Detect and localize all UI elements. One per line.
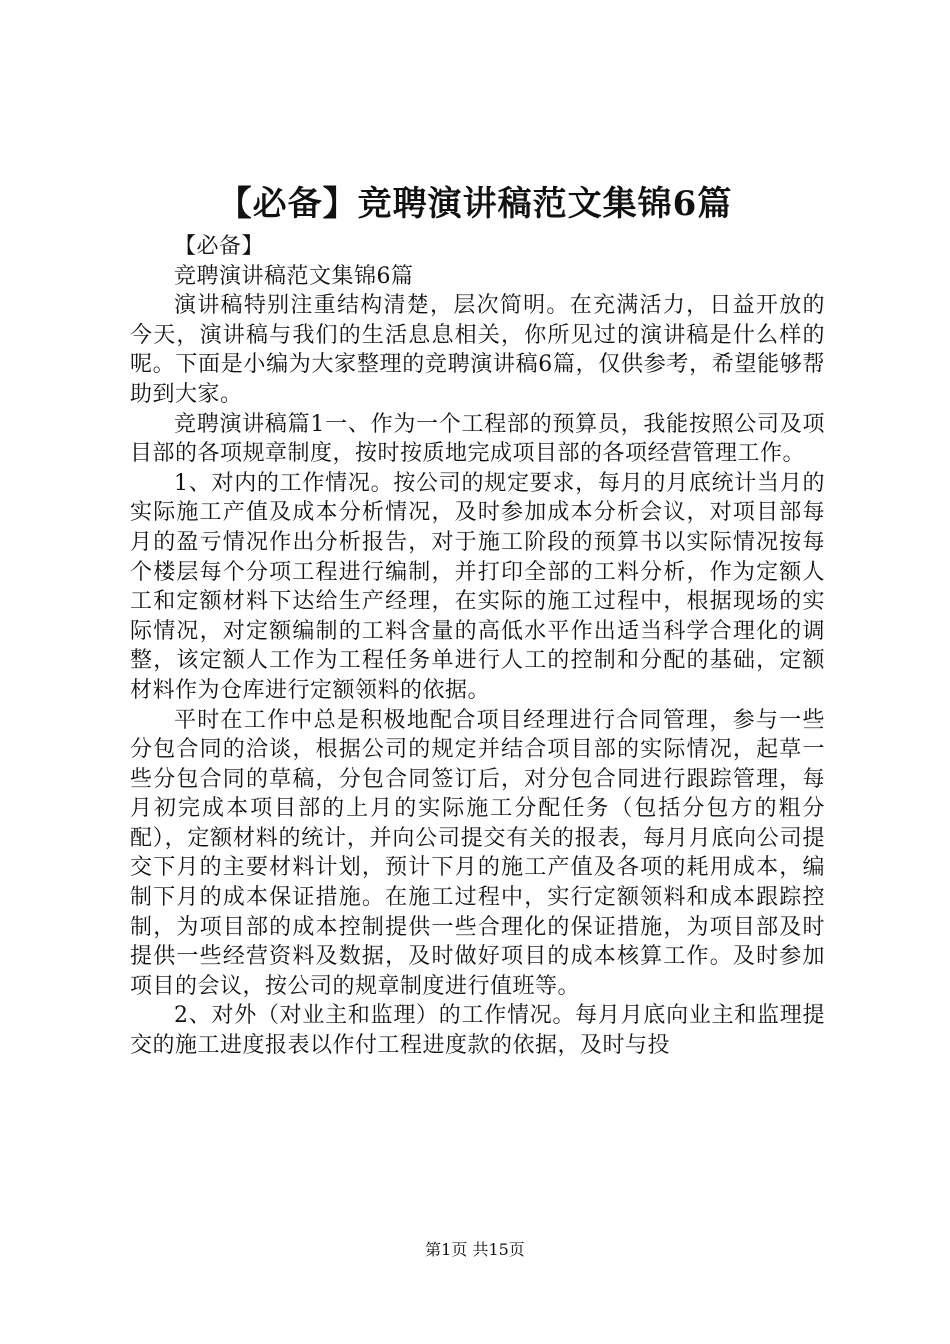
paragraph-intro: 演讲稿特别注重结构清楚，层次简明。在充满活力，日益开放的今天，演讲稿与我们的生活息息相关，你所见过的演讲稿是什么样的呢。下面是小编为大家整理的竞聘演讲稿6篇，仅供参考，希望能够帮助到大家。 (130, 293, 825, 407)
paragraph-subtitle: 竞聘演讲稿范文集锦6篇 (174, 263, 414, 289)
paragraph-tag: 【必备】 (174, 234, 265, 259)
paragraph-internal-work: 1、对内的工作情况。按公司的规定要求，每月的月底统计当月的实际施工产值及成本分析情况，及时参加成本分析会议，对项目部每月的盈亏情况作出分析报告，对于施工阶段的预算书以实际情况按每个楼层每个分项工程进行编制，并打印全部的工料分析，作为定额人工和定额材料下达给生产经理，在实际的施工过程中，根据现场的实际情况，对定额编制的工料含量的高低水平作出适当科学合理化的调整，该定额人工作为工程任务单进行人工的控制和分配的基础，定额材料作为仓库进行定额领料的依据。 (130, 470, 825, 703)
paragraph-external-work: 2、对外（对业主和监理）的工作情况。每月月底向业主和监理提交的施工进度报表以作付工程进度款的依据，及时与投 (130, 1003, 825, 1059)
document-title: 【必备】竞聘演讲稿范文集锦6篇 (217, 184, 733, 224)
paragraph-speech-1: 竞聘演讲稿篇1一、作为一个工程部的预算员，我能按照公司及项目部的各项规章制度，按时按质地完成项目部的各项经营管理工作。 (130, 411, 825, 467)
paragraph-contract-management: 平时在工作中总是积极地配合项目经理进行合同管理，参与一些分包合同的洽谈，根据公司的规定并结合项目部的实际情况，起草一些分包合同的草稿，分包合同签订后，对分包合同进行跟踪管理，每月初完成本项目部的上月的实际施工分配任务（包括分包方的粗分配），定额材料的统计，并向公司提交有关的报表，每月月底向公司提交下月的主要材料计划，预计下月的施工产值及各项的耗用成本，编制下月的成本保证措施。在施工过程中，实行定额领料和成本跟踪控制，为项目部的成本控制提供一些合理化的保证措施，为项目部及时提供一些经营资料及数据，及时做好项目的成本核算工作。及时参加项目的会议，按公司的规章制度进行值班等。 (130, 707, 825, 999)
page-footer: 第1页 共15页 (425, 1240, 525, 1259)
document-body (130, 232, 825, 1061)
